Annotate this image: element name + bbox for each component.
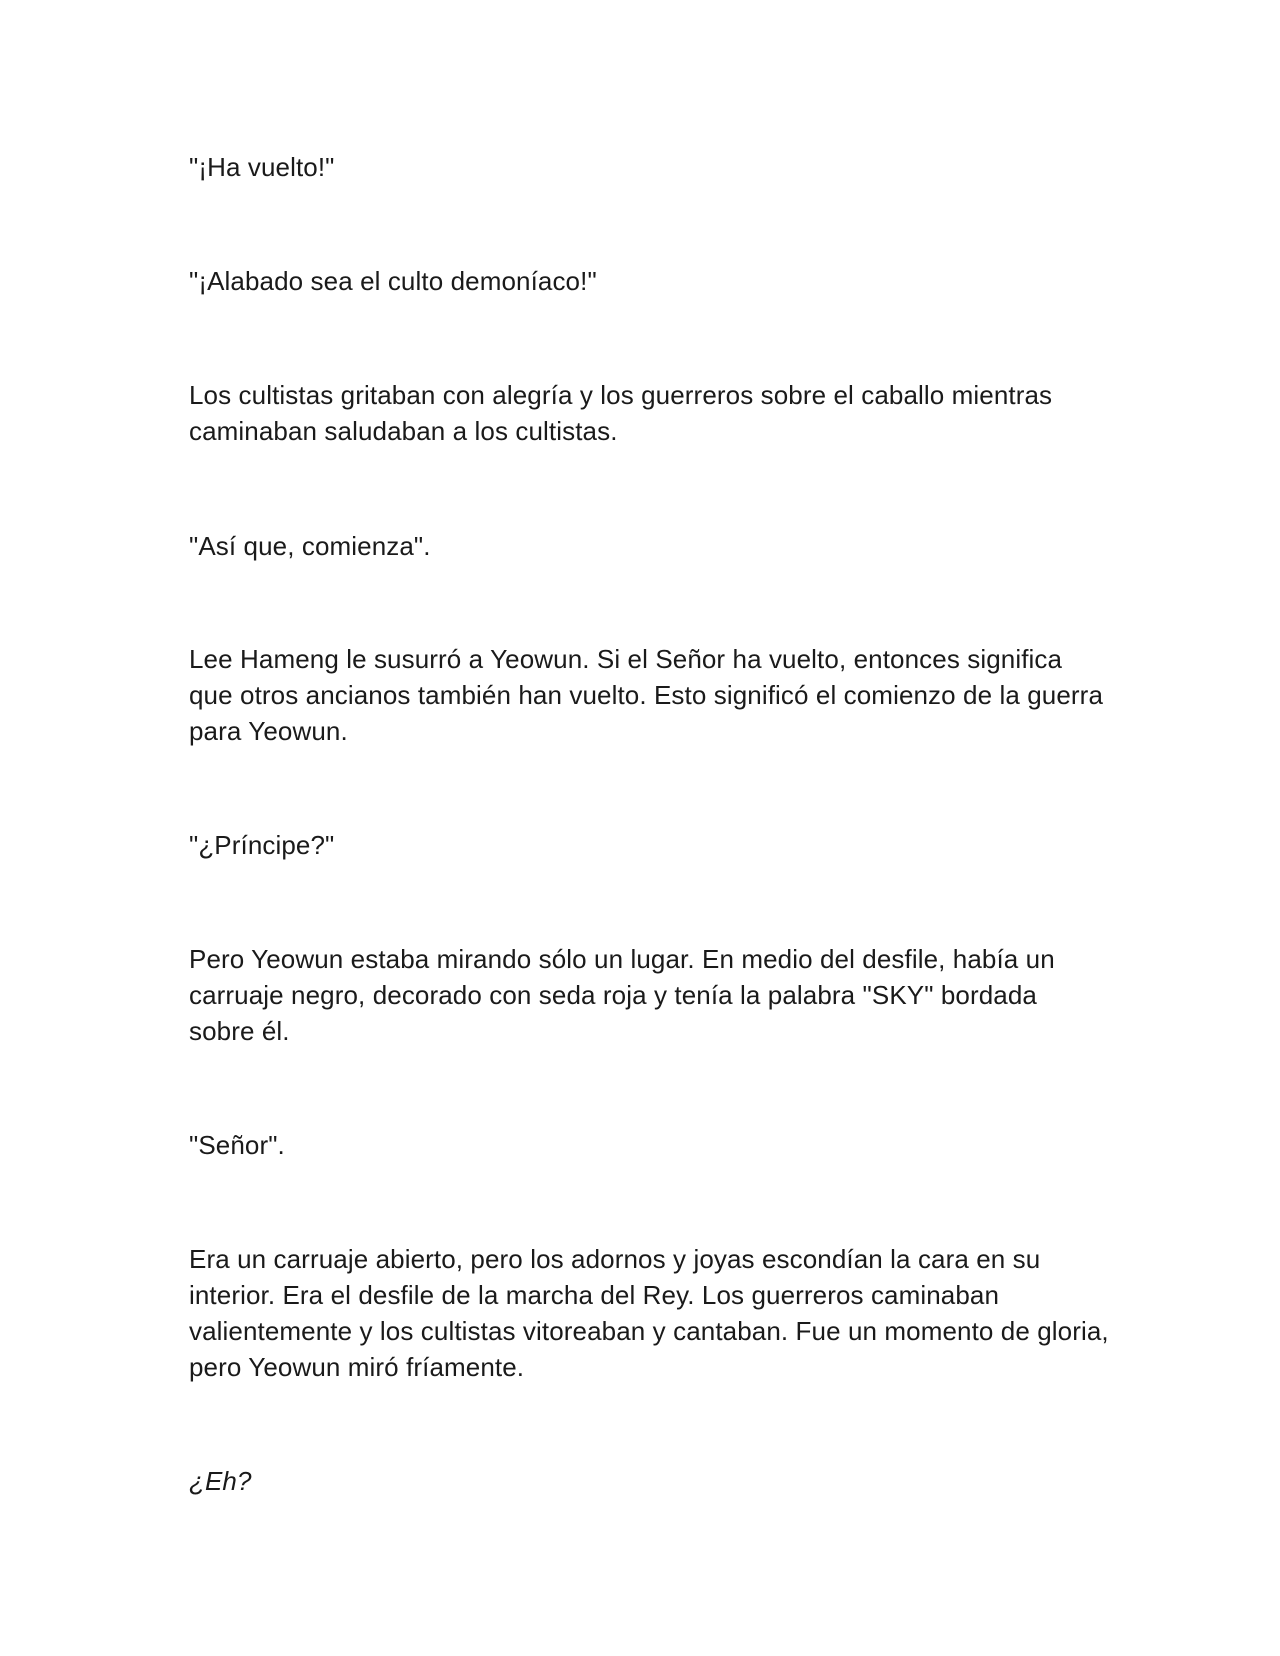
- paragraph-narration: Lee Hameng le susurró a Yeowun. Si el Señor ha vuelto, entonces significa que otros ancianos también han vuelto. Esto significó el comienzo de la guerra para Yeowun.: [189, 644, 1104, 746]
- paragraph-thought: ¿Eh?: [189, 1466, 252, 1496]
- paragraph-dialogue: "¡Ha vuelto!": [189, 152, 335, 182]
- paragraph-dialogue: "Señor".: [189, 1130, 285, 1160]
- paragraph-dialogue: "¡Alabado sea el culto demoníaco!": [189, 266, 597, 296]
- paragraph-dialogue: "Así que, comienza".: [189, 531, 431, 561]
- paragraph-narration: Era un carruaje abierto, pero los adornos y joyas escondían la cara en su interior. Era el desfile de la marcha del Rey. Los guerreros caminaban valientemente y los cultistas vitoreaban y cantaban. Fue un momento de gloria, pero Yeowun miró fríamente.: [189, 1244, 1109, 1382]
- paragraph-narration: Los cultistas gritaban con alegría y los guerreros sobre el caballo mientras caminaban saludaban a los cultistas.: [189, 380, 1053, 446]
- paragraph-narration: Pero Yeowun estaba mirando sólo un lugar. En medio del desfile, había un carruaje negro, decorado con seda roja y tenía la palabra "SKY" bordada sobre él.: [189, 944, 1055, 1046]
- paragraph-dialogue: "¿Príncipe?": [189, 830, 335, 860]
